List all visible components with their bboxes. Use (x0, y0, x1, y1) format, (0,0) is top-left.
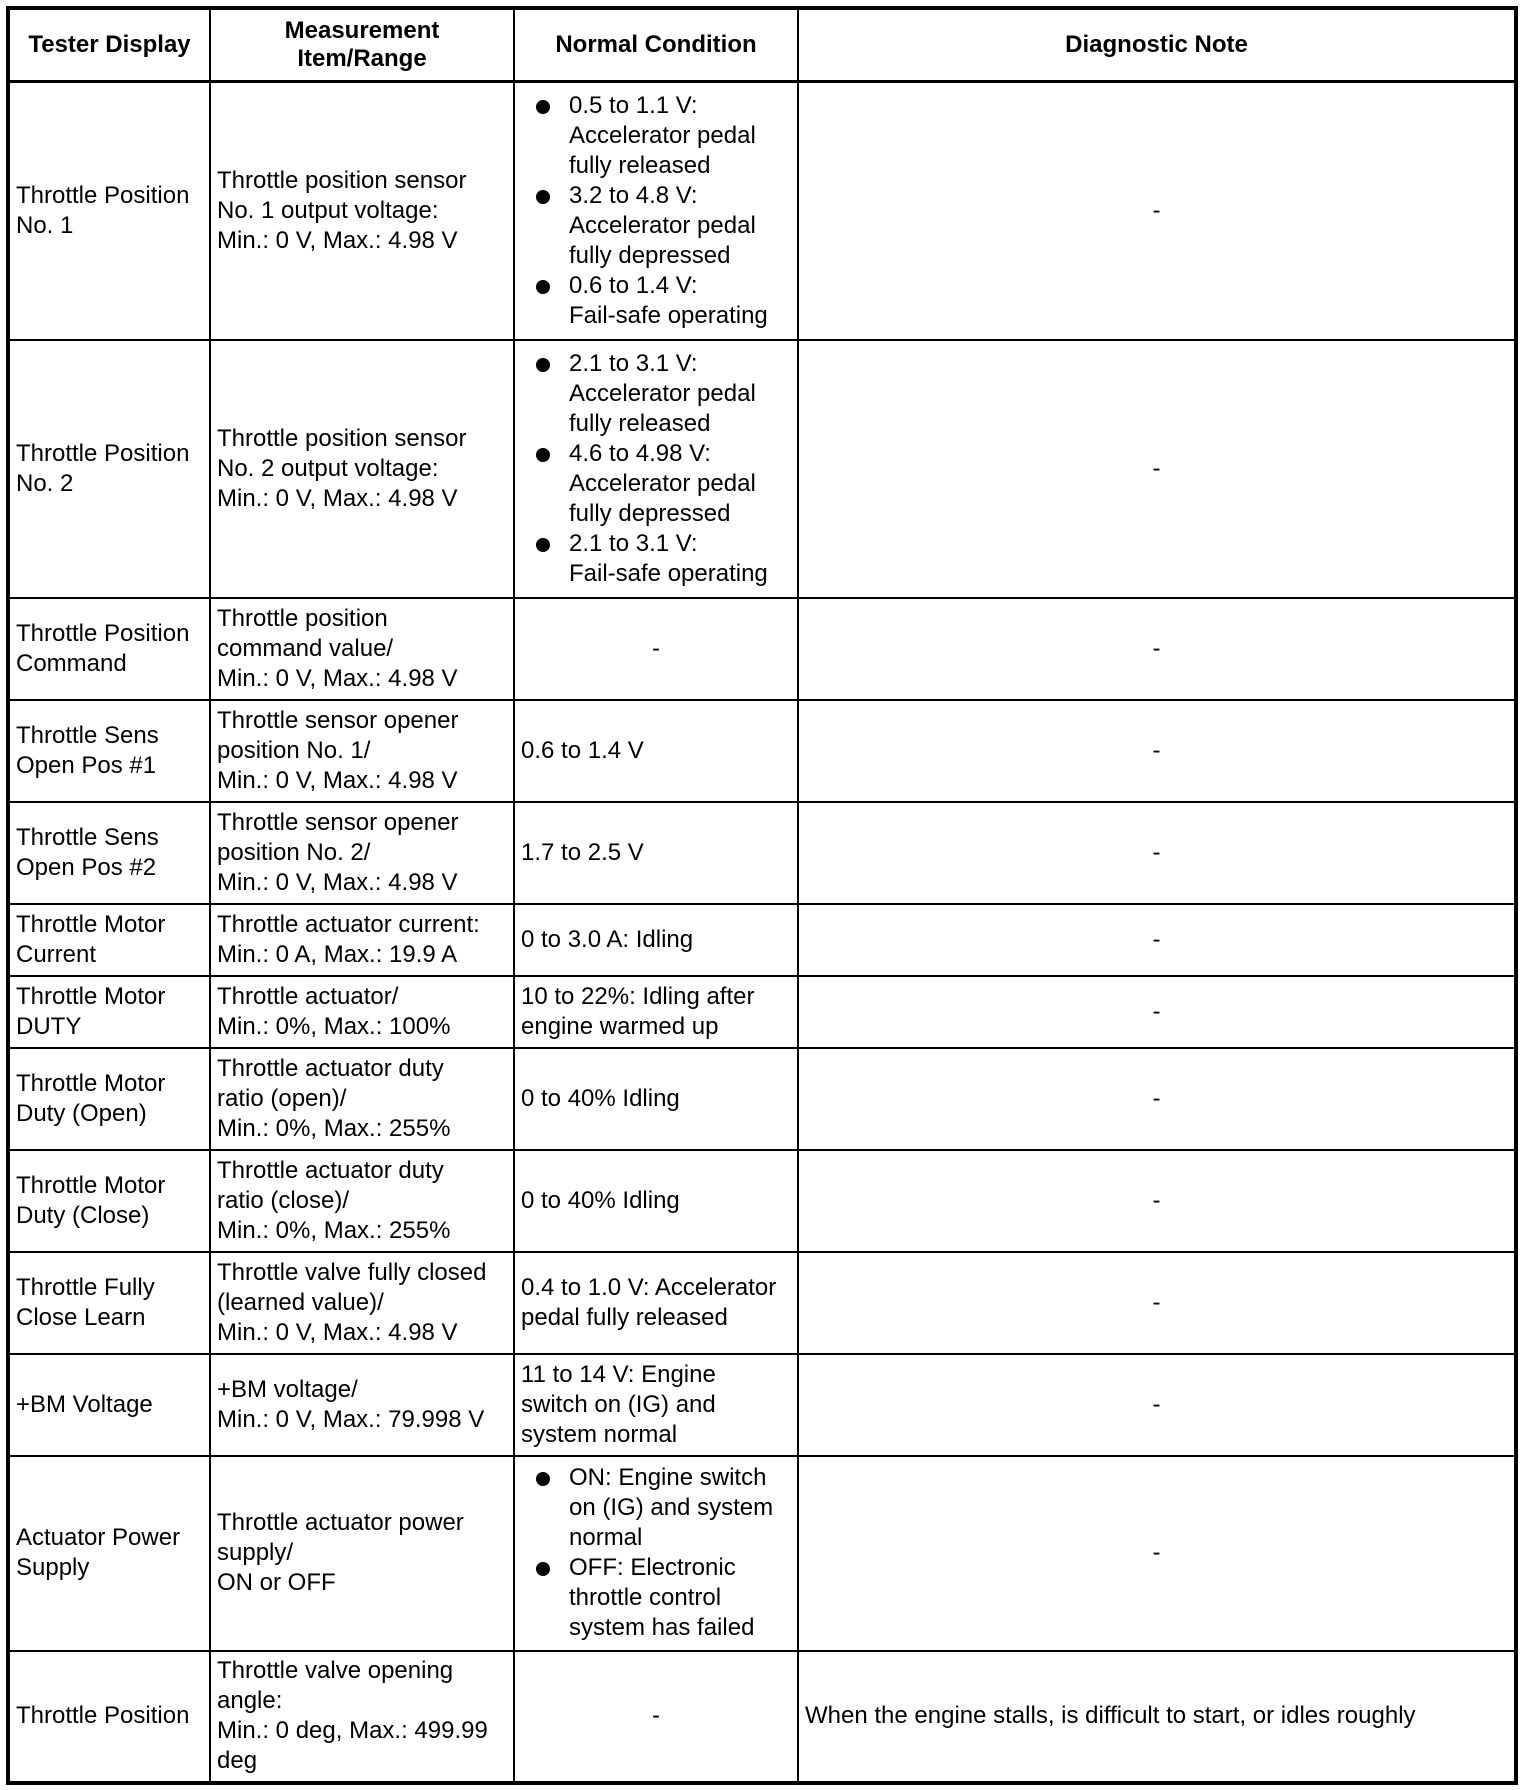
normal-condition-cell: 0 to 40% Idling (514, 1150, 798, 1252)
measurement-cell: Throttle actuator duty ratio (open)/ Min.: 0%, Max.: 255% (210, 1048, 514, 1150)
tester-display-cell: Throttle Position (8, 1651, 210, 1783)
normal-condition-cell: - (514, 1651, 798, 1783)
normal-condition-cell (514, 340, 798, 598)
measurement-cell: Throttle actuator duty ratio (close)/ Min.: 0%, Max.: 255% (210, 1150, 514, 1252)
measurement-cell: Throttle valve opening angle: Min.: 0 deg, Max.: 499.99 deg (210, 1651, 514, 1783)
tester-display-cell: Throttle Position No. 1 (8, 82, 210, 340)
diagnostic-note-cell: - (798, 340, 1516, 598)
measurement-cell: Throttle actuator power supply/ ON or OFF (210, 1456, 514, 1651)
measurement-cell: Throttle position command value/ Min.: 0 V, Max.: 4.98 V (210, 598, 514, 700)
tester-display-cell: Throttle Sens Open Pos #2 (8, 802, 210, 904)
normal-condition-cell (514, 1456, 798, 1651)
list-item: 4.6 to 4.98 V: Accelerator pedal fully depressed (569, 439, 791, 529)
table-row (8, 904, 1516, 976)
diagnostic-note-cell: - (798, 1354, 1516, 1456)
normal-condition-cell: 0.4 to 1.0 V: Accelerator pedal fully released (514, 1252, 798, 1354)
table-row (8, 1651, 1516, 1783)
normal-condition-cell: 10 to 22%: Idling after engine warmed up (514, 976, 798, 1048)
header-tester-display: Tester Display (8, 8, 210, 82)
normal-condition-cell: 0 to 40% Idling (514, 1048, 798, 1150)
list-item: 2.1 to 3.1 V: Fail-safe operating (569, 529, 791, 589)
list-item: OFF: Electronic throttle control system has failed (569, 1553, 791, 1643)
tester-display-cell: Throttle Sens Open Pos #1 (8, 700, 210, 802)
tester-display-cell: +BM Voltage (8, 1354, 210, 1456)
table-row (8, 1150, 1516, 1252)
table-row (8, 1252, 1516, 1354)
header-normal-condition: Normal Condition (514, 8, 798, 82)
measurement-cell: Throttle sensor opener position No. 1/ Min.: 0 V, Max.: 4.98 V (210, 700, 514, 802)
normal-condition-cell: 0 to 3.0 A: Idling (514, 904, 798, 976)
table-row (8, 1048, 1516, 1150)
header-measurement: Measurement Item/Range (210, 8, 514, 82)
table-row (8, 82, 1516, 340)
normal-condition-cell (514, 82, 798, 340)
normal-condition-list (521, 349, 791, 589)
diagnostic-note-cell: - (798, 976, 1516, 1048)
tester-display-cell: Throttle Motor DUTY (8, 976, 210, 1048)
diagnostic-note-cell: - (798, 598, 1516, 700)
list-item: ON: Engine switch on (IG) and system normal (569, 1463, 791, 1553)
diagnostic-note-cell: - (798, 82, 1516, 340)
measurement-cell: Throttle actuator/ Min.: 0%, Max.: 100% (210, 976, 514, 1048)
diagnostic-note-cell: - (798, 1150, 1516, 1252)
tester-display-cell: Actuator Power Supply (8, 1456, 210, 1651)
table-row (8, 1354, 1516, 1456)
measurement-cell: Throttle position sensor No. 2 output voltage: Min.: 0 V, Max.: 4.98 V (210, 340, 514, 598)
diagnostic-note-cell: - (798, 904, 1516, 976)
header-row (8, 8, 1516, 82)
list-item: 3.2 to 4.8 V: Accelerator pedal fully depressed (569, 181, 791, 271)
table-row (8, 976, 1516, 1048)
normal-condition-list (521, 1463, 791, 1643)
diagnostic-note-cell: When the engine stalls, is difficult to start, or idles roughly (798, 1651, 1516, 1783)
measurement-cell: Throttle position sensor No. 1 output voltage: Min.: 0 V, Max.: 4.98 V (210, 82, 514, 340)
list-item: 2.1 to 3.1 V: Accelerator pedal fully released (569, 349, 791, 439)
tester-display-cell: Throttle Position Command (8, 598, 210, 700)
diagnostic-note-cell: - (798, 1252, 1516, 1354)
normal-condition-cell: 11 to 14 V: Engine switch on (IG) and system normal (514, 1354, 798, 1456)
data-list-table (6, 6, 1518, 1785)
list-item: 0.5 to 1.1 V: Accelerator pedal fully released (569, 91, 791, 181)
measurement-cell: Throttle sensor opener position No. 2/ Min.: 0 V, Max.: 4.98 V (210, 802, 514, 904)
table-row (8, 802, 1516, 904)
diagnostic-note-cell: - (798, 1048, 1516, 1150)
table-row (8, 1456, 1516, 1651)
diagnostic-note-cell: - (798, 1456, 1516, 1651)
measurement-cell: Throttle actuator current: Min.: 0 A, Max.: 19.9 A (210, 904, 514, 976)
normal-condition-list (521, 91, 791, 331)
normal-condition-cell: - (514, 598, 798, 700)
list-item: 0.6 to 1.4 V: Fail-safe operating (569, 271, 791, 331)
normal-condition-cell: 0.6 to 1.4 V (514, 700, 798, 802)
table-row (8, 700, 1516, 802)
measurement-cell: +BM voltage/ Min.: 0 V, Max.: 79.998 V (210, 1354, 514, 1456)
tester-display-cell: Throttle Motor Duty (Close) (8, 1150, 210, 1252)
table-row (8, 340, 1516, 598)
tester-display-cell: Throttle Position No. 2 (8, 340, 210, 598)
tester-display-cell: Throttle Fully Close Learn (8, 1252, 210, 1354)
data-list-sheet (6, 6, 1518, 1785)
normal-condition-cell: 1.7 to 2.5 V (514, 802, 798, 904)
measurement-cell: Throttle valve fully closed (learned value)/ Min.: 0 V, Max.: 4.98 V (210, 1252, 514, 1354)
header-diagnostic-note: Diagnostic Note (798, 8, 1516, 82)
tester-display-cell: Throttle Motor Current (8, 904, 210, 976)
diagnostic-note-cell: - (798, 802, 1516, 904)
table-row (8, 598, 1516, 700)
tester-display-cell: Throttle Motor Duty (Open) (8, 1048, 210, 1150)
diagnostic-note-cell: - (798, 700, 1516, 802)
